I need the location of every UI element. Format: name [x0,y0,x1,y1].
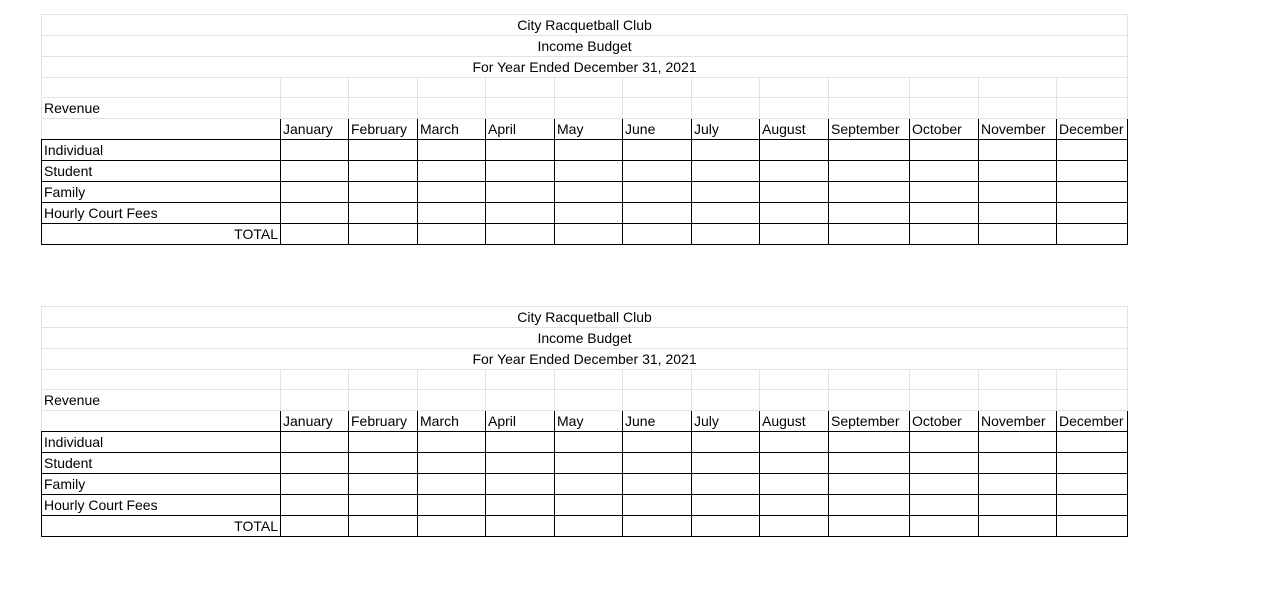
data-cell[interactable] [418,474,486,495]
empty-cell[interactable] [829,98,910,119]
data-cell[interactable] [760,182,829,203]
empty-cell[interactable] [555,370,623,390]
data-cell[interactable] [1057,224,1128,245]
table-row [42,474,1128,495]
empty-cell[interactable] [555,78,623,98]
data-cell[interactable] [910,140,979,161]
data-cell[interactable] [829,516,910,537]
data-cell[interactable] [418,140,486,161]
data-cell[interactable] [910,224,979,245]
budget-sheet-2 [41,306,1128,537]
data-cell[interactable] [910,453,979,474]
empty-cell[interactable] [760,98,829,119]
data-cell[interactable] [486,432,555,453]
empty-cell[interactable] [1057,98,1128,119]
data-cell[interactable] [486,161,555,182]
data-cell[interactable] [555,432,623,453]
data-cell[interactable] [692,453,760,474]
budget-sheet-1 [41,14,1128,245]
data-cell[interactable] [418,432,486,453]
empty-cell[interactable] [979,98,1057,119]
data-cell[interactable] [623,495,692,516]
empty-cell[interactable] [281,390,349,411]
data-cell[interactable] [692,140,760,161]
data-cell[interactable] [760,432,829,453]
report-period: For Year Ended December 31, 2021 [42,349,1128,370]
month-header-april: April [486,119,555,140]
data-cell[interactable] [623,224,692,245]
data-cell[interactable] [829,203,910,224]
row-label-individual: Individual [42,140,281,161]
month-header-march: March [418,119,486,140]
month-header-december: December [1057,119,1128,140]
data-cell[interactable] [418,495,486,516]
month-header-april: April [486,411,555,432]
data-cell[interactable] [910,495,979,516]
empty-cell[interactable] [979,370,1057,390]
data-cell[interactable] [760,224,829,245]
empty-cell[interactable] [42,370,281,390]
data-cell[interactable] [349,432,418,453]
data-cell[interactable] [1057,161,1128,182]
income-budget-table-1 [41,14,1128,245]
data-cell[interactable] [760,516,829,537]
data-cell[interactable] [1057,182,1128,203]
data-cell[interactable] [349,495,418,516]
data-cell[interactable] [281,203,349,224]
data-cell[interactable] [486,182,555,203]
empty-cell[interactable] [979,78,1057,98]
data-cell[interactable] [281,495,349,516]
data-cell[interactable] [281,224,349,245]
total-label: TOTAL [42,516,281,537]
data-cell[interactable] [829,161,910,182]
data-cell[interactable] [623,161,692,182]
empty-cell[interactable] [42,119,281,140]
data-cell[interactable] [910,432,979,453]
empty-cell[interactable] [1057,370,1128,390]
data-cell[interactable] [829,432,910,453]
data-cell[interactable] [555,203,623,224]
data-cell[interactable] [486,224,555,245]
empty-cell[interactable] [1057,390,1128,411]
data-cell[interactable] [692,495,760,516]
empty-cell[interactable] [486,98,555,119]
data-cell[interactable] [623,453,692,474]
data-cell[interactable] [555,182,623,203]
table-row [42,203,1128,224]
report-title: City Racquetball Club [42,15,1128,36]
empty-cell[interactable] [692,98,760,119]
total-row [42,516,1128,537]
data-cell[interactable] [486,474,555,495]
month-header-may: May [555,411,623,432]
data-cell[interactable] [910,182,979,203]
data-cell[interactable] [829,224,910,245]
empty-cell[interactable] [910,78,979,98]
data-cell[interactable] [349,474,418,495]
data-cell[interactable] [555,224,623,245]
empty-cell[interactable] [349,370,418,390]
data-cell[interactable] [555,495,623,516]
data-cell[interactable] [979,432,1057,453]
empty-cell[interactable] [829,390,910,411]
table-row [42,140,1128,161]
data-cell[interactable] [692,516,760,537]
data-cell[interactable] [349,203,418,224]
data-cell[interactable] [623,203,692,224]
month-header-january: January [281,119,349,140]
empty-cell[interactable] [623,390,692,411]
month-header-february: February [349,119,418,140]
table-row [42,161,1128,182]
data-cell[interactable] [979,474,1057,495]
data-cell[interactable] [910,203,979,224]
data-cell[interactable] [692,224,760,245]
empty-cell[interactable] [623,98,692,119]
data-cell[interactable] [418,182,486,203]
data-cell[interactable] [979,182,1057,203]
row-label-individual: Individual [42,432,281,453]
empty-cell[interactable] [349,390,418,411]
data-cell[interactable] [979,516,1057,537]
empty-cell[interactable] [1057,78,1128,98]
empty-cell[interactable] [979,390,1057,411]
empty-cell[interactable] [281,370,349,390]
empty-cell[interactable] [829,370,910,390]
month-header-may: May [555,119,623,140]
empty-cell[interactable] [910,98,979,119]
data-cell[interactable] [349,453,418,474]
month-header-november: November [979,119,1057,140]
empty-cell[interactable] [281,98,349,119]
month-header-february: February [349,411,418,432]
data-cell[interactable] [623,140,692,161]
month-header-september: September [829,119,910,140]
data-cell[interactable] [281,432,349,453]
empty-cell[interactable] [910,370,979,390]
month-header-june: June [623,119,692,140]
revenue-label: Revenue [42,98,281,119]
empty-cell[interactable] [692,390,760,411]
revenue-label: Revenue [42,390,281,411]
empty-cell[interactable] [623,78,692,98]
total-label: TOTAL [42,224,281,245]
empty-cell[interactable] [623,370,692,390]
empty-cell[interactable] [349,98,418,119]
data-cell[interactable] [349,182,418,203]
data-cell[interactable] [349,224,418,245]
data-cell[interactable] [829,474,910,495]
data-cell[interactable] [486,495,555,516]
data-cell[interactable] [979,140,1057,161]
month-header-september: September [829,411,910,432]
empty-cell[interactable] [486,370,555,390]
empty-cell[interactable] [42,78,281,98]
data-cell[interactable] [486,516,555,537]
data-cell[interactable] [829,453,910,474]
row-label-hourly-court-fees: Hourly Court Fees [42,495,281,516]
empty-cell[interactable] [760,370,829,390]
empty-cell[interactable] [829,78,910,98]
data-cell[interactable] [281,140,349,161]
month-header-january: January [281,411,349,432]
data-cell[interactable] [1057,495,1128,516]
data-cell[interactable] [692,182,760,203]
empty-cell[interactable] [555,98,623,119]
empty-cell[interactable] [692,370,760,390]
empty-cell[interactable] [418,78,486,98]
row-label-family: Family [42,182,281,203]
month-header-october: October [910,119,979,140]
data-cell[interactable] [692,203,760,224]
data-cell[interactable] [760,140,829,161]
empty-cell[interactable] [910,390,979,411]
row-label-hourly-court-fees: Hourly Court Fees [42,203,281,224]
month-header-july: July [692,411,760,432]
data-cell[interactable] [623,182,692,203]
data-cell[interactable] [555,516,623,537]
empty-cell[interactable] [486,78,555,98]
data-cell[interactable] [692,474,760,495]
empty-cell[interactable] [42,411,281,432]
data-cell[interactable] [555,140,623,161]
data-cell[interactable] [910,161,979,182]
report-title: City Racquetball Club [42,307,1128,328]
empty-cell[interactable] [349,78,418,98]
data-cell[interactable] [555,474,623,495]
empty-cell[interactable] [486,390,555,411]
table-row [42,432,1128,453]
data-cell[interactable] [910,474,979,495]
table-row [42,495,1128,516]
row-label-student: Student [42,453,281,474]
data-cell[interactable] [979,203,1057,224]
month-header-august: August [760,119,829,140]
data-cell[interactable] [829,140,910,161]
empty-cell[interactable] [418,390,486,411]
data-cell[interactable] [486,453,555,474]
empty-cell[interactable] [760,390,829,411]
total-row [42,224,1128,245]
empty-cell[interactable] [692,78,760,98]
data-cell[interactable] [349,516,418,537]
empty-cell[interactable] [418,370,486,390]
data-cell[interactable] [418,516,486,537]
empty-cell[interactable] [555,390,623,411]
row-label-family: Family [42,474,281,495]
row-label-student: Student [42,161,281,182]
month-header-december: December [1057,411,1128,432]
month-header-june: June [623,411,692,432]
month-header-august: August [760,411,829,432]
month-header-march: March [418,411,486,432]
data-cell[interactable] [1057,516,1128,537]
data-cell[interactable] [281,453,349,474]
data-cell[interactable] [623,432,692,453]
empty-cell[interactable] [281,78,349,98]
data-cell[interactable] [760,161,829,182]
data-cell[interactable] [418,453,486,474]
data-cell[interactable] [623,474,692,495]
data-cell[interactable] [692,432,760,453]
report-subtitle: Income Budget [42,328,1128,349]
data-cell[interactable] [349,161,418,182]
data-cell[interactable] [1057,474,1128,495]
data-cell[interactable] [418,224,486,245]
table-row [42,453,1128,474]
data-cell[interactable] [555,453,623,474]
data-cell[interactable] [979,453,1057,474]
month-header-november: November [979,411,1057,432]
data-cell[interactable] [692,161,760,182]
empty-cell[interactable] [760,78,829,98]
data-cell[interactable] [281,474,349,495]
data-cell[interactable] [281,516,349,537]
data-cell[interactable] [281,161,349,182]
data-cell[interactable] [760,474,829,495]
empty-cell[interactable] [418,98,486,119]
data-cell[interactable] [281,182,349,203]
data-cell[interactable] [1057,203,1128,224]
data-cell[interactable] [760,495,829,516]
data-cell[interactable] [979,161,1057,182]
data-cell[interactable] [418,161,486,182]
report-subtitle: Income Budget [42,36,1128,57]
data-cell[interactable] [829,182,910,203]
data-cell[interactable] [349,140,418,161]
month-header-july: July [692,119,760,140]
data-cell[interactable] [760,203,829,224]
data-cell[interactable] [486,203,555,224]
data-cell[interactable] [1057,140,1128,161]
report-period: For Year Ended December 31, 2021 [42,57,1128,78]
data-cell[interactable] [829,495,910,516]
data-cell[interactable] [486,140,555,161]
data-cell[interactable] [555,161,623,182]
month-header-october: October [910,411,979,432]
data-cell[interactable] [760,453,829,474]
data-cell[interactable] [910,516,979,537]
data-cell[interactable] [418,203,486,224]
data-cell[interactable] [979,495,1057,516]
data-cell[interactable] [1057,432,1128,453]
data-cell[interactable] [1057,453,1128,474]
table-row [42,182,1128,203]
data-cell[interactable] [979,224,1057,245]
income-budget-table-2 [41,306,1128,537]
data-cell[interactable] [623,516,692,537]
